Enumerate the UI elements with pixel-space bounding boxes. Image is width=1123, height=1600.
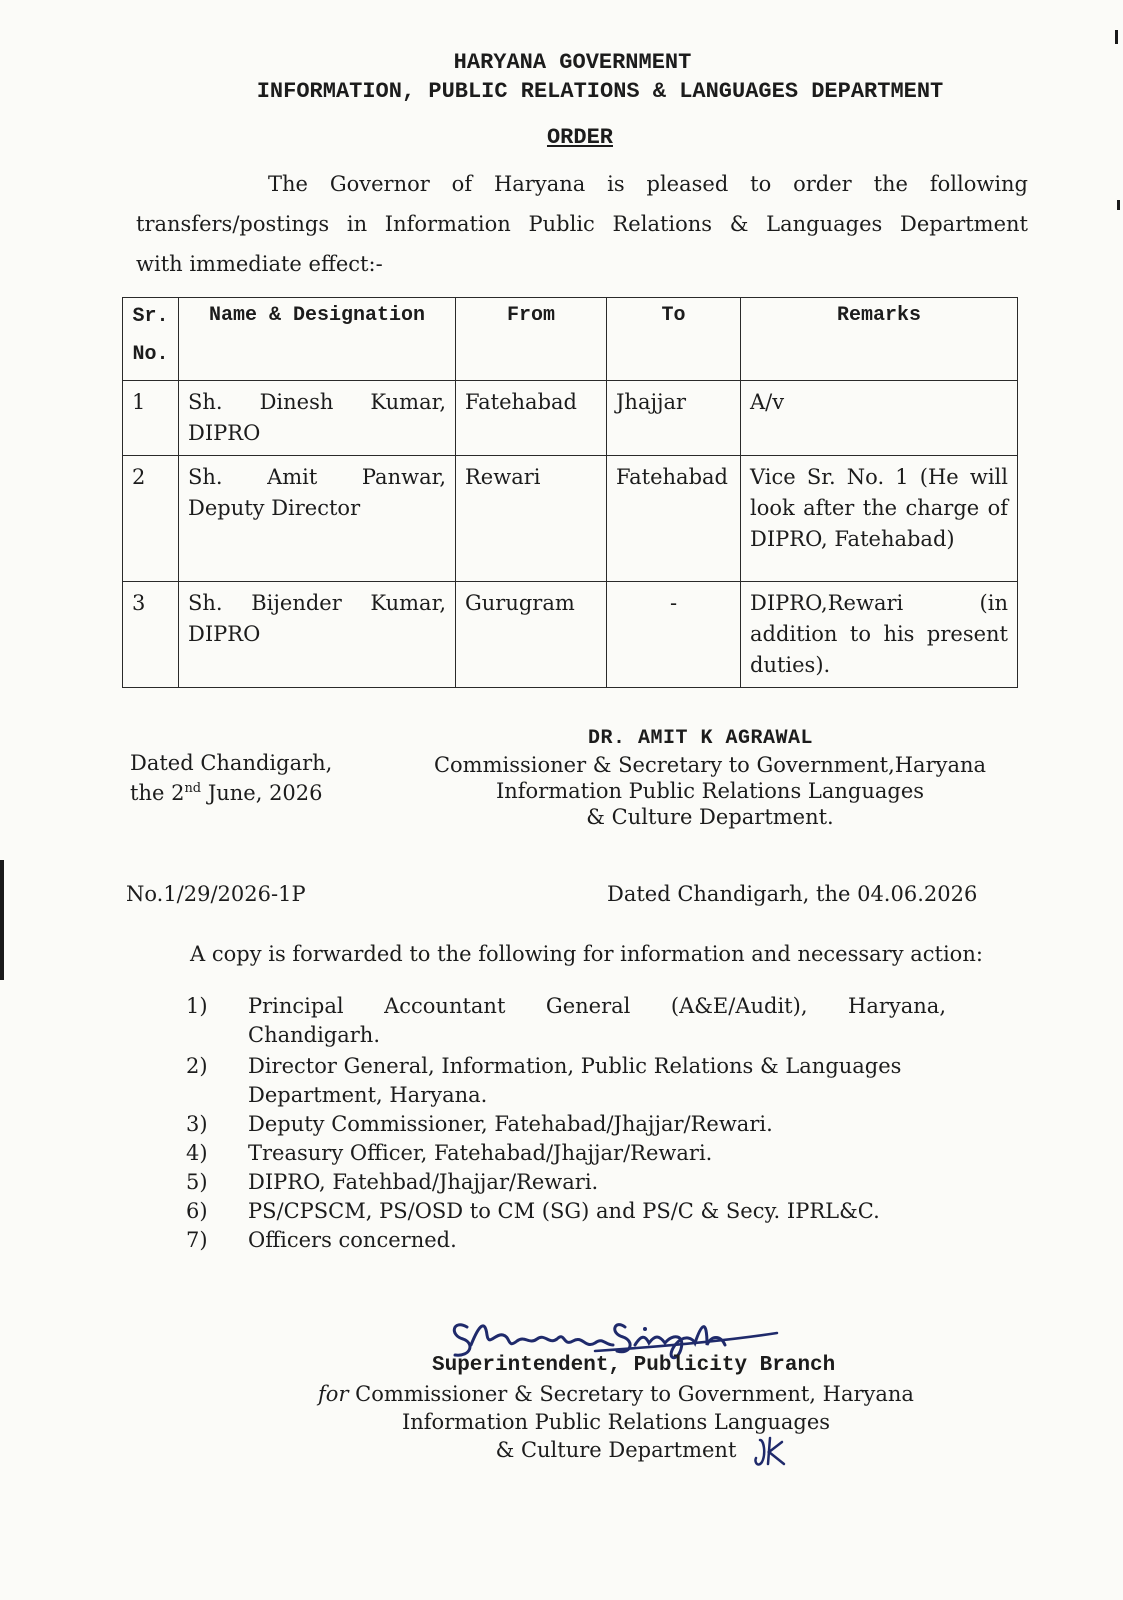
table-row xyxy=(123,456,1018,582)
row-remarks: Vice Sr. No. 1 (He will look after the charge of DIPRO, Fatehabad) xyxy=(741,456,1018,582)
list-item xyxy=(186,1168,946,1197)
list-item-number: 7) xyxy=(186,1228,208,1252)
intro-line-1: The Governor of Haryana is pleased to order the following xyxy=(268,172,1028,196)
designation-line-1: Commissioner & Secretary to Government,Haryana xyxy=(433,753,987,777)
intro-line-3: with immediate effect:- xyxy=(136,252,383,276)
row-sr: 1 xyxy=(123,381,179,456)
list-item-number: 1) xyxy=(186,994,208,1018)
row-to: Fatehabad xyxy=(607,456,741,582)
for-commissioner-block xyxy=(316,1380,916,1464)
list-item xyxy=(186,992,946,1050)
row-name: Sh. Amit Panwar, Deputy Director xyxy=(179,456,456,582)
designation-line-2: Information Public Relations Languages xyxy=(495,779,925,803)
list-item-number: 6) xyxy=(186,1199,208,1223)
row-to: - xyxy=(607,582,741,688)
list-item xyxy=(186,1052,946,1110)
for-word: for xyxy=(318,1382,349,1406)
list-item xyxy=(186,1139,946,1168)
list-item-text: DIPRO, Fatehbad/Jhajjar/Rewari. xyxy=(248,1170,599,1194)
header-from: From xyxy=(456,298,607,381)
row-from: Fatehabad xyxy=(456,381,607,456)
list-item-number: 3) xyxy=(186,1112,208,1136)
designation-line-3: & Culture Department. xyxy=(586,805,834,829)
list-item-text: Treasury Officer, Fatehabad/Jhajjar/Rewari. xyxy=(248,1141,713,1165)
department-heading: INFORMATION, PUBLIC RELATIONS & LANGUAGES DEPARTMENT xyxy=(256,79,944,104)
order-title: ORDER xyxy=(546,125,613,150)
row-remarks: DIPRO,Rewari (in addition to his present duties). xyxy=(741,582,1018,688)
row-sr: 2 xyxy=(123,456,179,582)
header-name-designation: Name & Designation xyxy=(179,298,456,381)
handwritten-initials xyxy=(752,1434,788,1470)
issue-date-suffix: June, 2026 xyxy=(201,781,323,805)
signatory-designation xyxy=(430,752,990,830)
intro-line-2: transfers/postings in Information Public Relations & Languages Department xyxy=(136,212,1028,236)
copy-forward-intro: A copy is forwarded to the following for information and necessary action: xyxy=(190,942,983,966)
issue-date-line-2 xyxy=(130,776,332,806)
row-to: Jhajjar xyxy=(607,381,741,456)
row-name: Sh. Bijender Kumar, DIPRO xyxy=(179,582,456,688)
header-no-label: No. xyxy=(132,343,169,366)
header-to: To xyxy=(607,298,741,381)
issue-date-ordinal: nd xyxy=(184,781,202,796)
header-sr-label: Sr. xyxy=(132,305,169,328)
list-item xyxy=(186,1197,946,1226)
issue-date-prefix: the 2 xyxy=(130,781,185,805)
list-item xyxy=(186,1226,946,1255)
list-item-number: 2) xyxy=(186,1054,208,1078)
list-item-text: Officers concerned. xyxy=(248,1228,457,1252)
list-item-text: Principal Accountant General (A&E/Audit), Haryana, Chandigarh. xyxy=(248,994,946,1047)
row-from: Rewari xyxy=(456,456,607,582)
scan-edge-mark xyxy=(0,860,4,980)
issue-date-line-1: Dated Chandigarh, xyxy=(130,751,333,775)
signatory-name: DR. AMIT K AGRAWAL xyxy=(588,727,814,750)
header-sr-no xyxy=(123,298,179,381)
table-header-row xyxy=(123,298,1018,381)
list-item-number: 5) xyxy=(186,1170,208,1194)
list-item-text: Director General, Information, Public Relations & Languages Department, Haryana. xyxy=(248,1054,902,1107)
list-item xyxy=(186,1110,946,1139)
for-line-3: & Culture Department xyxy=(495,1438,737,1462)
row-name: Sh. Dinesh Kumar, DIPRO xyxy=(179,381,456,456)
scan-edge-mark xyxy=(1117,200,1120,210)
header-remarks: Remarks xyxy=(741,298,1018,381)
list-item-number: 4) xyxy=(186,1141,208,1165)
list-item-text: Deputy Commissioner, Fatehabad/Jhajjar/Rewari. xyxy=(248,1112,773,1136)
row-remarks: A/v xyxy=(741,381,1018,456)
row-from: Gurugram xyxy=(456,582,607,688)
recipient-list xyxy=(186,992,946,1255)
scan-edge-mark xyxy=(1115,30,1118,44)
for-line-1-text: Commissioner & Secretary to Government, Haryana xyxy=(348,1382,914,1406)
transfer-table xyxy=(122,297,1018,688)
endorsement-number: No.1/29/2026-1P xyxy=(126,882,306,906)
list-item-text: PS/CPSCM, PS/OSD to CM (SG) and PS/C & Secy. IPRL&C. xyxy=(248,1199,880,1223)
issue-date-block xyxy=(130,750,332,806)
for-line-2: Information Public Relations Languages xyxy=(401,1410,831,1434)
for-line-1 xyxy=(316,1380,916,1408)
endorsement-date: Dated Chandigarh, the 04.06.2026 xyxy=(607,882,978,906)
table-row xyxy=(123,582,1018,688)
government-heading: HARYANA GOVERNMENT xyxy=(453,50,692,75)
superintendent-title: Superintendent, Publicity Branch xyxy=(432,1354,836,1377)
row-sr: 3 xyxy=(123,582,179,688)
table-row xyxy=(123,381,1018,456)
